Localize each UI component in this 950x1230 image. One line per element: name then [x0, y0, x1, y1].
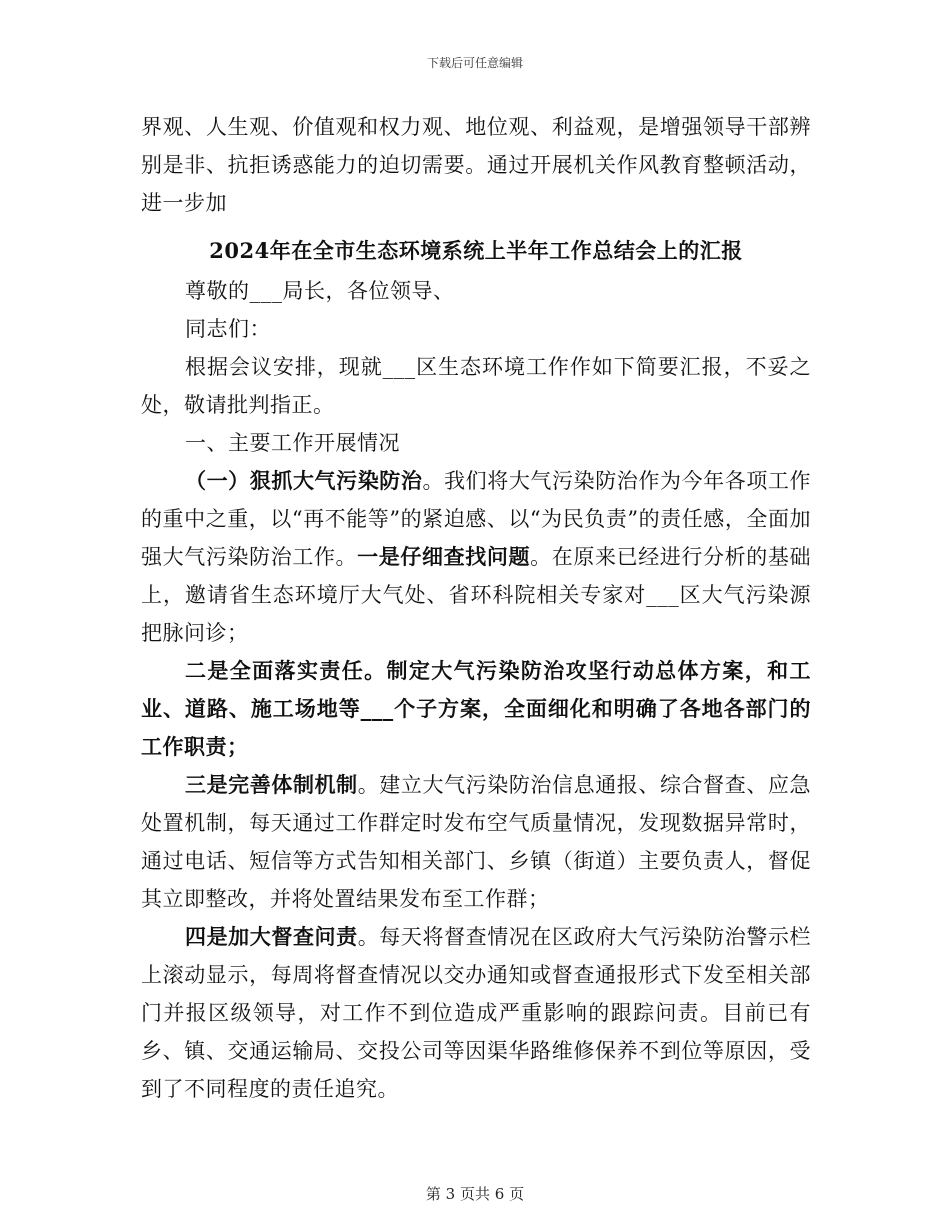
section-heading: 一、主要工作开展情况: [185, 431, 400, 455]
paragraph-responsibility: 二是全面落实责任。制定大气污染防治攻坚行动总体方案，和工业、道路、施工场地等___个子方案，全面细化和明确了各地各部门的工作职责；: [141, 658, 811, 759]
page-footer: 第 3 页共 6 页: [425, 1185, 525, 1203]
paragraph-text: 。建立大气污染防治信息通报、综合督查、应急处置机制，每天通过工作群定时发布空气质量情况，发现数据异常时，通过电话、短信等方式告知相关部门、乡镇（街道）主要负责人，督促其立即整改，并将处置结果发布至工作群；: [141, 773, 812, 911]
opening-paragraph: 根据会议安排，现就___区生态环境工作作如下简要汇报，不妥之处，敬请批判指正。: [141, 355, 811, 417]
paragraph-air-pollution: [141, 462, 811, 652]
paragraph-lead-bold-2: 一是仔细查找问题: [357, 544, 531, 569]
document-body: [141, 108, 811, 1108]
paragraph-lead-bold: 三是完善体制机制: [185, 772, 358, 797]
salutation-line-2: 同志们：: [185, 317, 271, 341]
intro-paragraph: 界观、人生观、价值观和权力观、地位观、利益观，是增强领导干部辨别是非、抗拒诱惑能力的迫切需要。通过开展机关作风教育整顿活动，进一步加: [141, 115, 811, 215]
paragraph-lead-bold: （一）狠抓大气污染防治: [185, 468, 423, 493]
salutation-line-1: 尊敬的___局长，各位领导、: [185, 279, 455, 303]
paragraph-text-2: 。在原来已经进行分析的基础上，邀请省生态环境厅大气处、省环科院相关专家对___区大气污染源把脉问诊；: [141, 545, 812, 645]
paragraph-supervision: [141, 918, 811, 1108]
document-title: 2024年在全市生态环境系统上半年工作总结会上的汇报: [209, 238, 743, 263]
paragraph-text: 。每天将督查情况在区政府大气污染防治警示栏上滚动显示，每周将督查情况以交办通知或督查通报形式下发至相关部门并报区级领导，对工作不到位造成严重影响的跟踪问责。目前已有乡、镇、交通运输局、交投公司等因渠华路维修保养不到位等原因，受到了不同程度的责任追究。: [141, 925, 812, 1101]
paragraph-text: 。我们将大气污染防治作为今年各项工作的重中之重，以“再不能等”的紧迫感、以“为民负责”的责任感，全面加强大气污染防治工作。: [141, 469, 812, 569]
paragraph-mechanism: [141, 766, 811, 918]
page-header: 下载后可任意编辑: [426, 56, 523, 70]
paragraph-lead-bold: 四是加大督查问责: [185, 924, 358, 949]
